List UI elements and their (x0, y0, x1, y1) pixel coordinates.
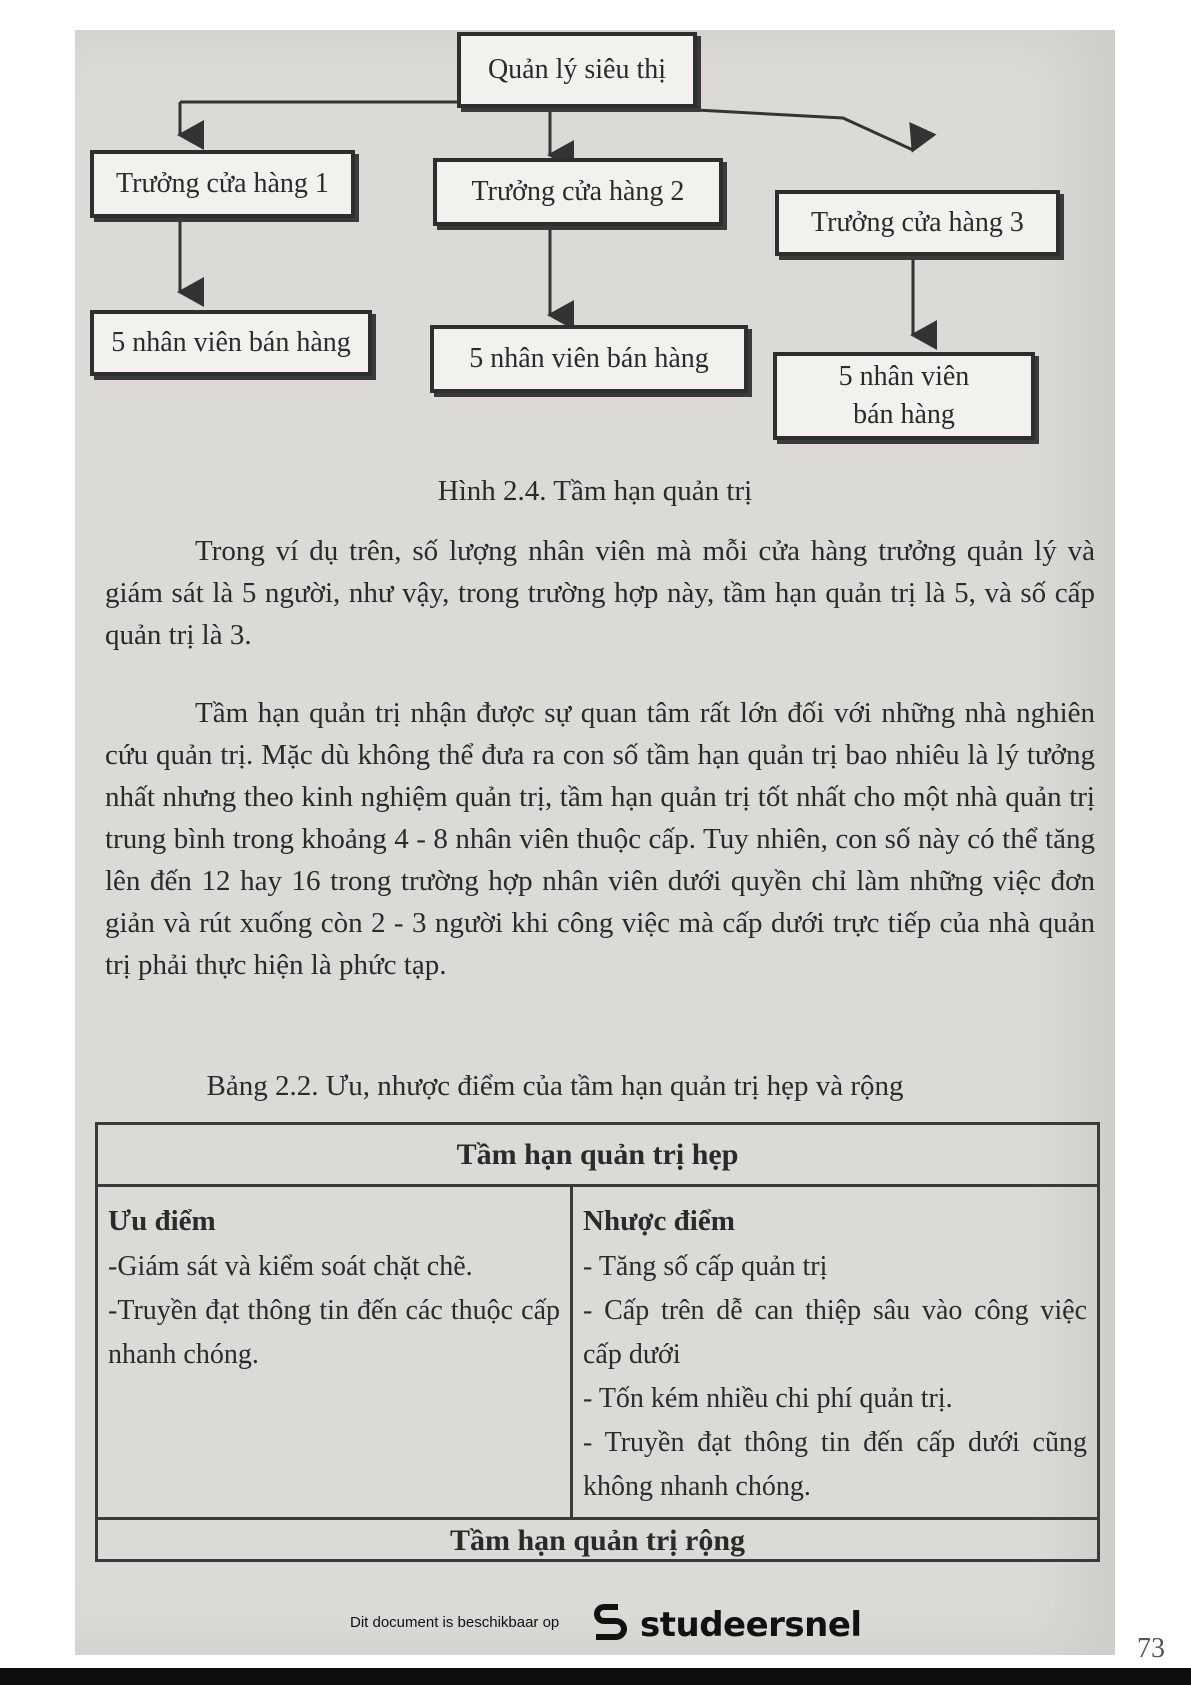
staff-node-3: 5 nhân viên bán hàng (773, 352, 1035, 440)
bottom-bar (0, 1668, 1191, 1685)
availability-note: Dit document is beschikbaar op (350, 1614, 560, 1631)
studeersnel-brand[interactable] (588, 1600, 862, 1649)
manager-node-3: Trưởng cửa hàng 3 (775, 190, 1060, 256)
disadvantages-title: Nhược điểm (583, 1205, 735, 1237)
disadvantage-item: - Truyền đạt thông tin đến cấp dưới cũng không nhanh chóng. (583, 1427, 1087, 1502)
advantage-item: -Giám sát và kiểm soát chặt chẽ. (108, 1251, 473, 1282)
paragraph-1: Trong ví dụ trên, số lượng nhân viên mà mỗi cửa hàng trưởng quản lý và giám sát là 5 người, như vậy, trong trường hợp này, tầm hạn quản trị là 5, và số cấp quản trị là 3. (105, 535, 1095, 651)
root-node: Quản lý siêu thị (457, 32, 697, 108)
manager-node-1: Trưởng cửa hàng 1 (90, 150, 355, 218)
advantages-column (98, 1187, 573, 1517)
advantages-title: Ưu điểm (108, 1205, 216, 1237)
disadvantage-item: - Tăng số cấp quản trị (583, 1251, 828, 1282)
staff-node-1: 5 nhân viên bán hàng (90, 310, 372, 376)
advantage-item: -Truyền đạt thông tin đến các thuộc cấp nhanh chóng. (108, 1295, 560, 1370)
pros-cons-table (95, 1122, 1100, 1562)
studeersnel-logo-icon (588, 1600, 632, 1649)
paragraph-2: Tầm hạn quản trị nhận được sự quan tâm rất lớn đối với những nhà nghiên cứu quản trị. Mặc dù không thể đưa ra con số tầm hạn quản trị bao nhiêu là lý tưởng nhất nhưng theo kinh nghiệm quản trị, tầm hạn quản trị tốt nhất cho một nhà quản trị trung bình trong khoảng 4 - 8 nhân viên thuộc cấp. Tuy nhiên, con số này có thể tăng lên đến 12 hay 16 trong trường hợp nhân viên dưới quyền chỉ làm những việc đơn giản và rút xuống còn 2 - 3 người khi công việc mà cấp dưới trực tiếp của nhà quản trị phải thực hiện là phức tạp. (105, 697, 1095, 981)
page-number: 73 (1137, 1633, 1165, 1664)
disadvantage-item: - Cấp trên dễ can thiệp sâu vào công việc cấp dưới (583, 1295, 1087, 1370)
narrow-span-header: Tầm hạn quản trị hẹp (98, 1125, 1097, 1187)
table-caption: Bảng 2.2. Ưu, nhược điểm của tầm hạn quản trị hẹp và rộng (206, 1070, 904, 1102)
document-page (75, 30, 1165, 1664)
brand-name: studeersnel (640, 1604, 862, 1645)
wide-span-header: Tầm hạn quản trị rộng (98, 1517, 1097, 1562)
manager-node-2: Trưởng cửa hàng 2 (433, 158, 723, 226)
figure-caption: Hình 2.4. Tầm hạn quản trị (437, 475, 753, 507)
disadvantages-column (573, 1187, 1097, 1517)
staff-node-2: 5 nhân viên bán hàng (430, 325, 748, 393)
disadvantage-item: - Tốn kém nhiều chi phí quản trị. (583, 1383, 953, 1414)
